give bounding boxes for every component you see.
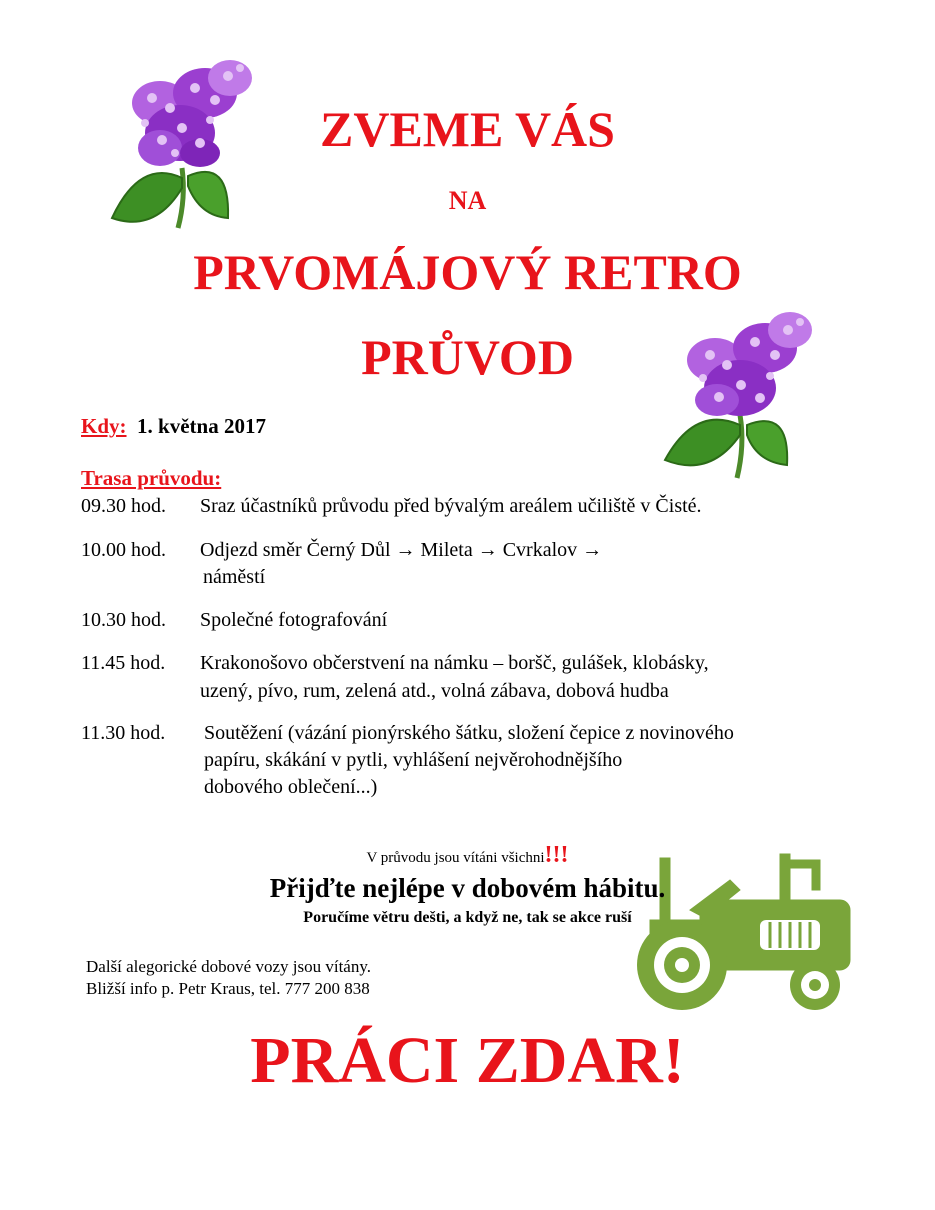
lilac-flower-icon (655, 300, 835, 480)
schedule-time: 11.30 hod. (81, 722, 166, 744)
heading-line-4: PRŮVOD (361, 329, 574, 385)
heading-line-2: NA (448, 186, 487, 215)
welcome-exclaim: !!! (544, 842, 569, 868)
heading-line-3: PRVOMÁJOVÝ RETRO (193, 244, 742, 300)
schedule-text: uzený, pívo, rum, zelená atd., volná zábava, dobová hudba (200, 680, 669, 702)
when-label: Kdy: (81, 414, 127, 438)
dress-note: Přijďte nejlépe v dobovém hábitu. (269, 873, 666, 903)
when-row (81, 414, 266, 439)
info-line-1: Další alegorické dobové vozy jsou vítány. (86, 957, 371, 976)
schedule-time: 09.30 hod. (81, 495, 166, 517)
schedule-time: 11.45 hod. (81, 652, 166, 674)
info-line-2: Bližší info p. Petr Kraus, tel. 777 200 838 (86, 979, 370, 998)
schedule-text: Krakonošovo občerstvení na námku – boršč, gulášek, klobásky, (200, 652, 709, 674)
schedule-text: náměstí (203, 566, 266, 588)
welcome-note (0, 842, 935, 869)
heading-line-1: ZVEME VÁS (320, 101, 615, 157)
route-label: Trasa průvodu: (81, 466, 222, 490)
schedule-time: 10.00 hod. (81, 539, 166, 561)
schedule-text: Odjezd směr Černý Důl → Mileta → Cvrkalov → (200, 539, 603, 561)
welcome-text: V průvodu jsou vítáni všichni (366, 850, 545, 866)
schedule-text: Sraz účastníků průvodu před bývalým areálem učiliště v Čisté. (200, 495, 702, 517)
schedule-text: Soutěžení (vázání pionýrského šátku, složení čepice z novinového (204, 722, 734, 744)
closing-slogan: PRÁCI ZDAR! (250, 1024, 685, 1097)
schedule-time: 10.30 hod. (81, 609, 166, 631)
schedule-text: papíru, skákání v pytli, vyhlášení nejvěrohodnějšího (204, 749, 623, 771)
when-value: 1. května 2017 (137, 414, 266, 438)
schedule-text: Společné fotografování (200, 609, 388, 631)
weather-note: Poručíme větru dešti, a když ne, tak se akce ruší (303, 909, 632, 926)
schedule-text: dobového oblečení...) (204, 776, 378, 798)
